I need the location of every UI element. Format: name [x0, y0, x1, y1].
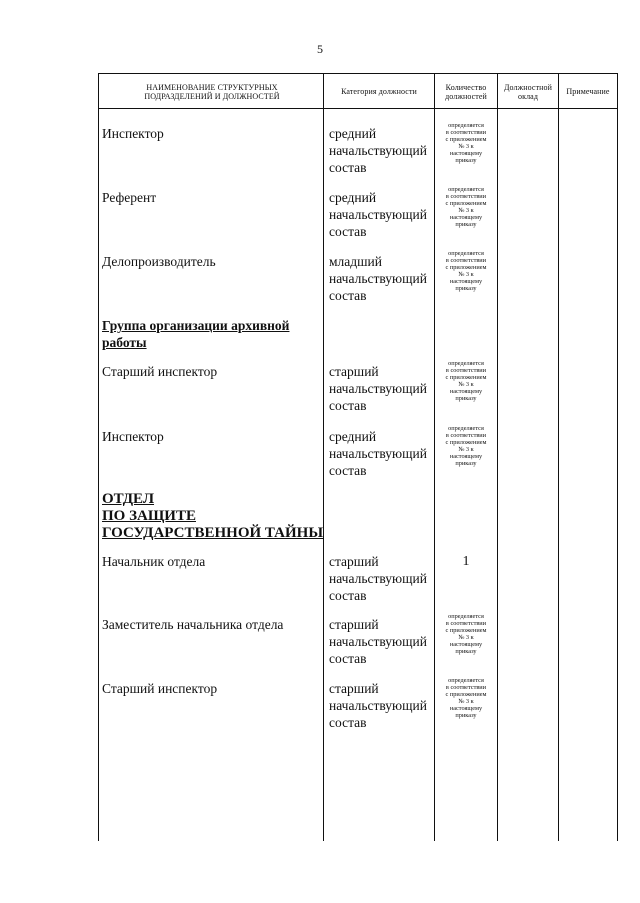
- category-line: состав: [329, 651, 367, 666]
- quantity-line: определяется: [448, 250, 484, 257]
- category-line: средний: [329, 126, 377, 141]
- table-right-border: [617, 73, 618, 841]
- position-quantity: [434, 613, 498, 655]
- position-category: [329, 363, 437, 414]
- quantity-line: настоящему: [449, 278, 483, 285]
- header-category: Категория должности: [341, 87, 417, 96]
- category-line: начальствующий: [329, 446, 427, 461]
- table-left-border: [98, 73, 99, 841]
- quantity-line: № 3 к: [458, 634, 474, 641]
- quantity-line: в соответствии: [445, 432, 487, 439]
- quantity-line: приказу: [455, 157, 477, 164]
- name-line: Старший инспектор: [102, 364, 218, 379]
- column-divider-1: [323, 73, 324, 841]
- position-category: [329, 680, 437, 731]
- position-quantity: [434, 360, 498, 402]
- quantity-line: № 3 к: [458, 698, 474, 705]
- category-line: состав: [329, 288, 367, 303]
- position-category: [329, 553, 437, 604]
- quantity-line: в соответствии: [445, 367, 487, 374]
- header-name: НАИМЕНОВАНИЕ СТРУКТУРНЫХ ПОДРАЗДЕЛЕНИЙ И ДОЛЖНОСТЕЙ: [144, 82, 280, 101]
- category-line: начальствующий: [329, 271, 427, 286]
- quantity-line: приказу: [455, 460, 477, 467]
- name-line: Начальник отдела: [102, 554, 206, 569]
- position-category: [329, 616, 437, 667]
- position-name: [102, 253, 322, 270]
- quantity-line: 1: [462, 554, 470, 569]
- category-line: средний: [329, 190, 377, 205]
- quantity-line: в соответствии: [445, 257, 487, 264]
- quantity-line: с приложением: [445, 264, 487, 271]
- quantity-line: в соответствии: [445, 620, 487, 627]
- name-line: работы: [102, 335, 147, 350]
- quantity-line: в соответствии: [445, 129, 487, 136]
- category-line: начальствующий: [329, 143, 427, 158]
- quantity-line: определяется: [448, 360, 484, 367]
- staff-table: [98, 73, 618, 841]
- name-line: ПО ЗАЩИТЕ: [102, 508, 196, 524]
- quantity-line: определяется: [448, 613, 484, 620]
- name-line: Старший инспектор: [102, 681, 218, 696]
- quantity-line: настоящему: [449, 388, 483, 395]
- quantity-line: приказу: [455, 648, 477, 655]
- category-line: старший: [329, 364, 379, 379]
- quantity-line: № 3 к: [458, 207, 474, 214]
- quantity-line: в соответствии: [445, 193, 487, 200]
- quantity-line: с приложением: [445, 439, 487, 446]
- position-quantity: [434, 250, 498, 292]
- category-line: состав: [329, 224, 367, 239]
- position-quantity: [434, 122, 498, 164]
- quantity-line: определяется: [448, 425, 484, 432]
- category-line: начальствующий: [329, 698, 427, 713]
- position-name: [102, 680, 322, 697]
- quantity-line: настоящему: [449, 705, 483, 712]
- quantity-line: настоящему: [449, 214, 483, 221]
- quantity-line: настоящему: [449, 641, 483, 648]
- position-category: [329, 125, 437, 176]
- quantity-line: приказу: [455, 285, 477, 292]
- position-name: [102, 428, 322, 445]
- header-salary: Должностной оклад: [503, 82, 553, 101]
- quantity-line: определяется: [448, 122, 484, 129]
- position-category: [329, 253, 437, 304]
- group-title: [102, 317, 322, 351]
- name-line: ОТДЕЛ: [102, 491, 155, 507]
- name-line: Заместитель начальника отдела: [102, 617, 284, 632]
- position-name: [102, 125, 322, 142]
- quantity-line: № 3 к: [458, 381, 474, 388]
- category-line: начальствующий: [329, 381, 427, 396]
- category-line: состав: [329, 715, 367, 730]
- quantity-line: с приложением: [445, 627, 487, 634]
- header-note: Примечание: [566, 87, 610, 96]
- position-quantity: [434, 677, 498, 719]
- category-line: младший: [329, 254, 382, 269]
- quantity-line: настоящему: [449, 453, 483, 460]
- department-title: [102, 491, 322, 542]
- quantity-line: с приложением: [445, 691, 487, 698]
- name-line: Референт: [102, 190, 157, 205]
- position-name: [102, 363, 322, 380]
- quantity-line: с приложением: [445, 136, 487, 143]
- name-line: Инспектор: [102, 429, 164, 444]
- name-line: Инспектор: [102, 126, 164, 141]
- page-number: 5: [317, 42, 323, 56]
- category-line: состав: [329, 398, 367, 413]
- quantity-line: № 3 к: [458, 446, 474, 453]
- name-line: ГОСУДАРСТВЕННОЙ ТАЙНЫ: [102, 525, 324, 541]
- quantity-line: № 3 к: [458, 143, 474, 150]
- position-category: [329, 189, 437, 240]
- category-line: начальствующий: [329, 207, 427, 222]
- category-line: старший: [329, 554, 379, 569]
- category-line: состав: [329, 588, 367, 603]
- quantity-line: с приложением: [445, 200, 487, 207]
- position-name: [102, 616, 322, 633]
- position-category: [329, 428, 437, 479]
- quantity-line: настоящему: [449, 150, 483, 157]
- category-line: старший: [329, 617, 379, 632]
- position-quantity: [434, 553, 498, 570]
- quantity-line: определяется: [448, 677, 484, 684]
- category-line: состав: [329, 160, 367, 175]
- position-name: [102, 189, 322, 206]
- quantity-line: № 3 к: [458, 271, 474, 278]
- name-line: Делопроизводитель: [102, 254, 216, 269]
- category-line: старший: [329, 681, 379, 696]
- quantity-line: приказу: [455, 712, 477, 719]
- quantity-line: приказу: [455, 221, 477, 228]
- category-line: начальствующий: [329, 571, 427, 586]
- header-quantity: Количество должностей: [445, 82, 487, 101]
- position-quantity: [434, 186, 498, 228]
- quantity-line: определяется: [448, 186, 484, 193]
- quantity-line: приказу: [455, 395, 477, 402]
- category-line: средний: [329, 429, 377, 444]
- name-line: Группа организации архивной: [102, 318, 290, 333]
- quantity-line: в соответствии: [445, 684, 487, 691]
- category-line: состав: [329, 463, 367, 478]
- column-divider-4: [558, 73, 559, 841]
- position-name: [102, 553, 322, 570]
- quantity-line: с приложением: [445, 374, 487, 381]
- position-quantity: [434, 425, 498, 467]
- category-line: начальствующий: [329, 634, 427, 649]
